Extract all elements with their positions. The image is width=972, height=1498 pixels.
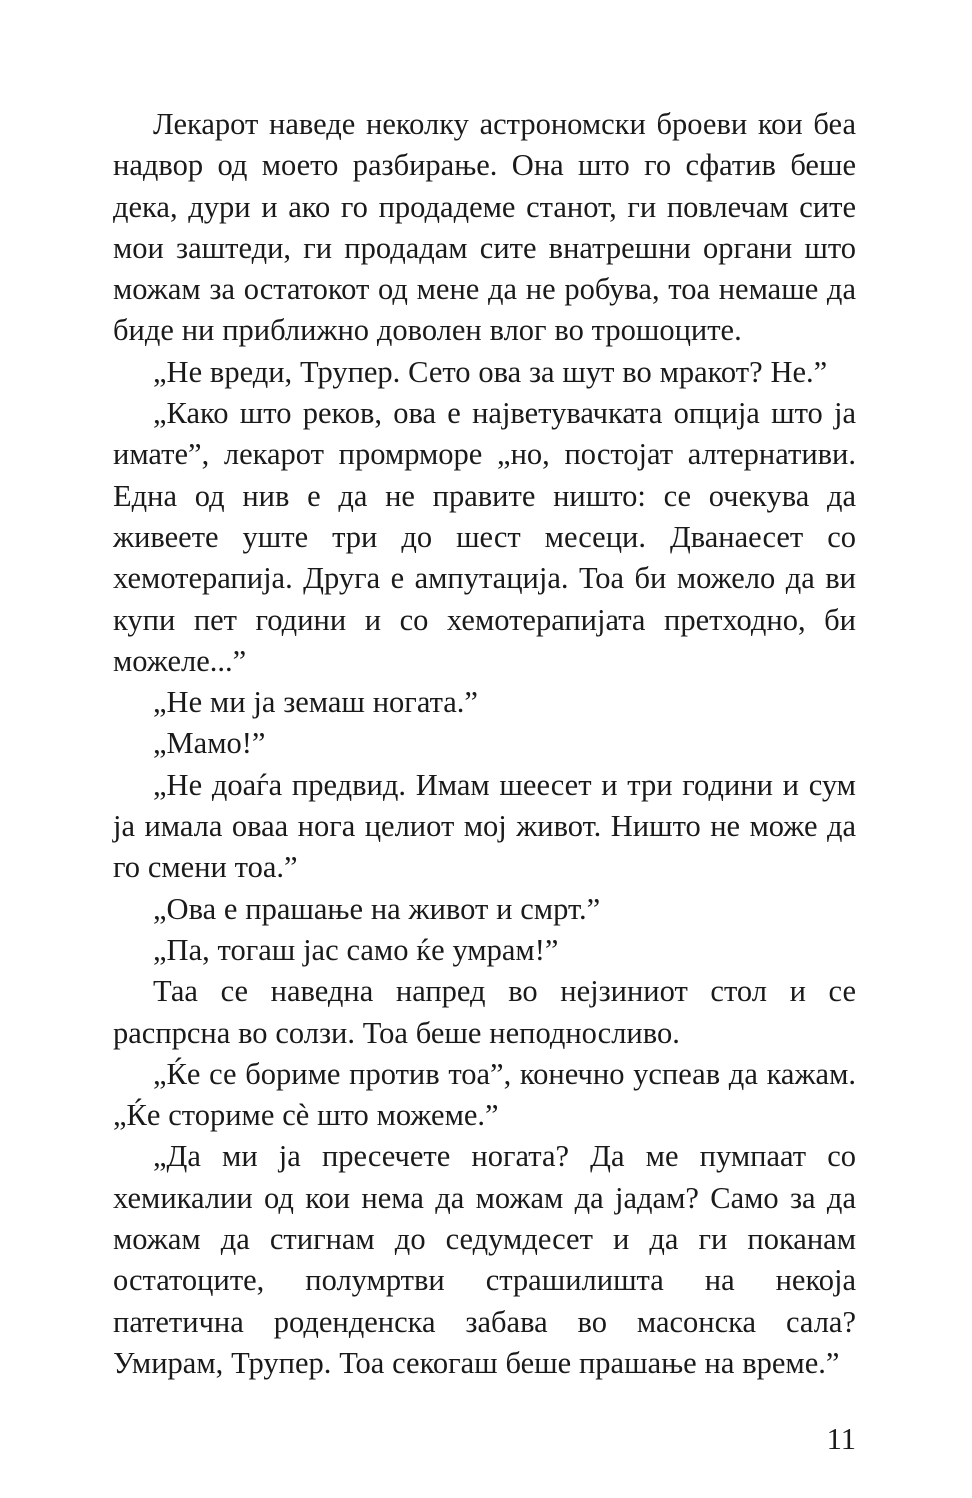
body-text-block: [113, 104, 856, 1384]
page-number: 11: [826, 1422, 856, 1456]
paragraph: „Мамо!”: [153, 726, 266, 761]
paragraph: „Не вреди, Трупер. Сето ова за шут во мракот? Не.”: [153, 354, 828, 389]
paragraph: Таа се наведна напред во нејзиниот стол и се распрсна во солзи. Тоа беше неподносливо.: [113, 974, 856, 1050]
paragraph: „Ова е прашање на живот и смрт.”: [153, 891, 601, 926]
paragraph: „Ќе се бориме против тоа”, конечно успеав да кажам. „Ќе сториме сѐ што можеме.”: [113, 1056, 856, 1133]
paragraph: „Како што реков, ова е најветувачката опција што ја имате”, лекарот промрморе „но, постојат алтернативи. Една од нив е да не правите ништо: се очекува да живеете уште три до шест месеци. Дванаесет со хемотерапија. Друга е ампутација. Тоа би можело да ви купи пет години и со хемотерапијата претходно, би можеле...”: [113, 396, 856, 678]
paragraph: „Па, тогаш јас само ќе умрам!”: [153, 932, 559, 967]
paragraph: „Не ми ја земаш ногата.”: [153, 685, 478, 720]
paragraph: „Не доаѓа предвид. Имам шеесет и три години и сум ја имала оваа нога целиот мој живот. Ништо не може да го смени тоа.”: [113, 767, 856, 885]
paragraph: Лекарот наведе неколку астрономски броеви кои беа надвор од моето разбирање. Она што го сфатив беше дека, дури и ако го продадеме станот, ги повлечам сите мои заштеди, ги продадам сите внатрешни органи што можам за остатокот од мене да не робува, тоа немаше да биде ни приближно доволен влог во трошоците.: [113, 107, 856, 348]
paragraph: „Да ми ја пресечете ногата? Да ме пумпаат со хемикалии од кои нема да можам да јадам? Само за да можам да стигнам до седумдесет и да ги поканам остатоците, полумртви страшилишта на некоја патетична роденденска забава во масонска сала? Умирам, Трупер. Тоа секогаш беше прашање на време.”: [113, 1139, 856, 1380]
